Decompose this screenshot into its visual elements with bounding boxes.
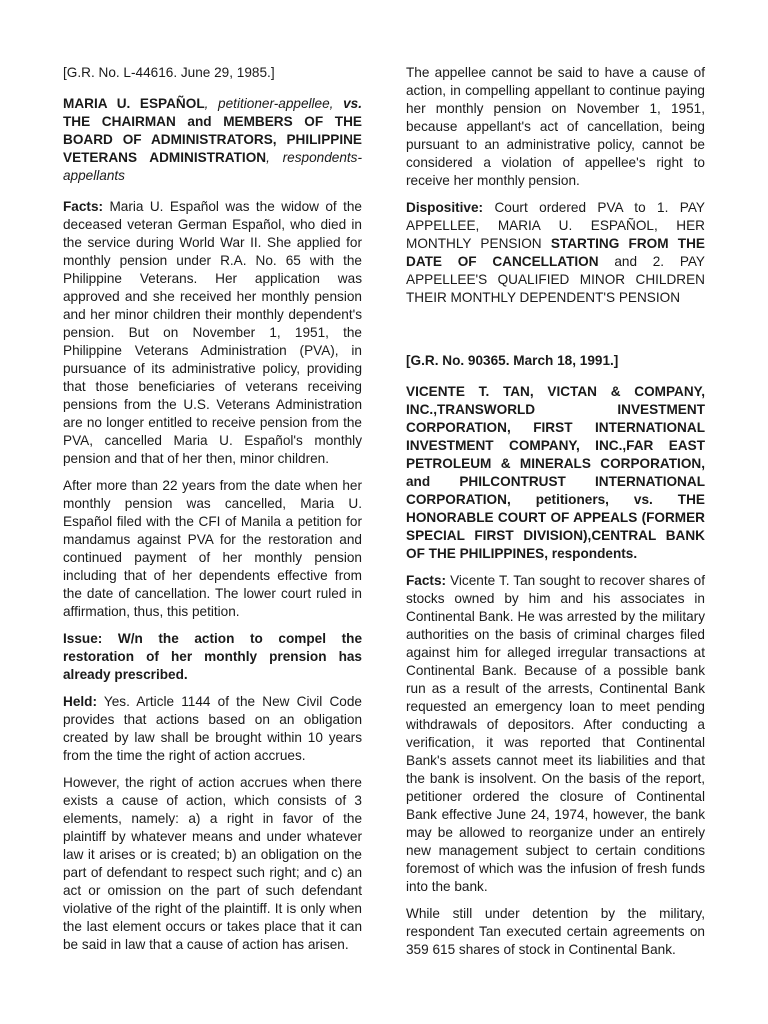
- case1-party2-role: , respondents-appellants: [63, 150, 362, 183]
- case1-issue: Issue: W/n the action to compel the restoration of her monthly prension has already prescribed.: [63, 631, 362, 682]
- case1-caption: [63, 95, 362, 185]
- case1-facts-label: Facts:: [63, 199, 104, 214]
- case1-facts-p2: After more than 22 years from the date when her monthly pension was cancelled, Maria U. Español filed with the CFI of Manila a petition for mandamus against PVA for the restoration and continued payment of her monthly pension including that of her dependents effective from the date of cancellation. The lower court ruled in affirmation, thus, this petition.: [63, 478, 362, 619]
- case2-facts-label: Facts:: [406, 573, 447, 588]
- case1-party1-role: , petitioner-appellee,: [204, 96, 344, 111]
- case1-dispositive-text2: and 2. PAY APPELLEE'S QUALIFIED MINOR CHILDREN THEIR MONTHLY DEPENDENT'S PENSION: [406, 254, 705, 305]
- case2-facts: [406, 572, 705, 896]
- case2-facts-p2: While still under detention by the military, respondent Tan executed certain agreements on 359 615 shares of stock in Continental Bank.: [406, 906, 705, 957]
- case2-facts-text: Vicente T. Tan sought to recover shares of stocks owned by him and his associates in Continental Bank. He was arrested by the military authorities on the basis of criminal charges filed against him for alleged irregular transactions at Continental Bank. Because of a possible bank run as a result of the arrests, Continental Bank requested an emergency loan to meet pending withdrawals of depositors. After conducting a verification, it was reported that Continental Bank's assets cannot meet its liabilities and that the bank is insolvent. On the basis of the report, petitioner ordered the closure of Continental Bank effective June 24, 1974, however, the bank may be allowed to reorganize under an entirely new management subject to certain conditions foremost of which was the infusion of fresh funds into the bank.: [406, 573, 705, 894]
- case1-citation: [G.R. No. L-44616. June 29, 1985.]: [63, 65, 275, 80]
- left-column: [63, 64, 362, 963]
- case1-dispositive-label: Dispositive:: [406, 200, 484, 215]
- case1-dispositive: [406, 199, 705, 307]
- case1-facts-text: Maria U. Español was the widow of the deceased veteran German Español, who died in the service during World War II. She applied for monthly pension under R.A. No. 65 with the Philippine Veterans. Her application was approved and she received her monthly pension and her minor children their monthly dependent's pension. But on November 1, 1951, the Philippine Veterans Administration (PVA), in pursuance of its administrative policy, providing that those beneficiaries of veterans receiving pensions from the U.S. Veterans Administration are no longer entitled to receive pension from the PVA, cancelled Maria U. Español's monthly pension and that of her then, minor children.: [63, 199, 362, 466]
- right-column: [406, 64, 705, 968]
- case1-held: [63, 693, 362, 765]
- case1-dispositive-bold: STARTING FROM THE DATE OF CANCELLATION: [406, 236, 705, 269]
- case1-party2: THE CHAIRMAN and MEMBERS OF THE BOARD OF ADMINISTRATORS, PHILIPPINE VETERANS ADMINISTRATION: [63, 114, 362, 165]
- case1-held-text: Yes. Article 1144 of the New Civil Code provides that actions based on an obligation created by law shall be brought within 10 years from the time the right of action accrues.: [63, 694, 362, 763]
- case1-vs: vs.: [343, 96, 362, 111]
- case1-party1: MARIA U. ESPAÑOL: [63, 96, 205, 111]
- case1-held-label: Held:: [63, 694, 97, 709]
- case1-facts: [63, 198, 362, 468]
- case2-parties: VICENTE T. TAN, VICTAN & COMPANY, INC.,TRANSWORLD INVESTMENT CORPORATION, FIRST INTERNATIONAL INVESTMENT COMPANY, INC.,FAR EAST PETROLEUM & MINERALS CORPORATION, and PHILCONTRUST INTERNATIONAL CORPORATION, petitioners, vs. THE HONORABLE COURT OF APPEALS (FORMER SPECIAL FIRST DIVISION),CENTRAL BANK OF THE PHILIPPINES, respondents.: [406, 384, 705, 561]
- case2-citation: [G.R. No. 90365. March 18, 1991.]: [406, 353, 619, 368]
- case1-dispositive-text1: Court ordered PVA to 1. PAY APPELLEE, MARIA U. ESPAÑOL, HER MONTHLY PENSION: [406, 200, 705, 251]
- case1-held-p2: However, the right of action accrues when there exists a cause of action, which consists of 3 elements, namely: a) a right in favor of the plaintiff by whatever means and under whatever law it arises or is created; b) an obligation on the part of defendant to respect such right; and c) an act or omission on the part of such defendant violative of the right of the plaintiff. It is only when the last element occurs or takes place that it can be said in law that a cause of action has arisen.: [63, 775, 362, 952]
- case1-held-p3: The appellee cannot be said to have a cause of action, in compelling appellant to continue paying her monthly pension on November 1, 1951, because appellant's act of cancellation, being pursuant to an administrative policy, cannot be considered a violation of appellee's right to receive her monthly pension.: [406, 65, 705, 188]
- section-spacer: [406, 316, 705, 352]
